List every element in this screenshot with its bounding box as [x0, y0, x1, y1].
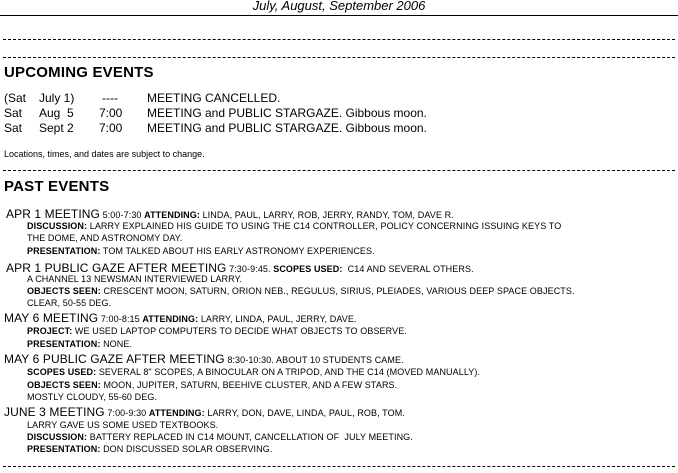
event-time: 5:00-7:30: [102, 210, 142, 220]
project-text: WE USED LAPTOP COMPUTERS TO DECIDE WHAT OBJECTS TO OBSERVE.: [74, 326, 407, 336]
newsletter-date-range: July, August, September 2006: [252, 0, 426, 13]
attending-list: LARRY, DON, DAVE, LINDA, PAUL, ROB, TOM.: [207, 408, 405, 418]
objects-label: OBJECTS SEEN:: [27, 380, 101, 390]
presentation-text: DON DISCUSSED SOLAR OBSERVING.: [103, 444, 273, 454]
presentation-text: NONE.: [103, 339, 133, 349]
discussion-label: DISCUSSION:: [27, 221, 88, 231]
event-day: (Sat: [4, 91, 27, 105]
event-detail-line: [27, 339, 132, 349]
event-detail-line: [27, 444, 272, 454]
weather-text: CLEAR, 50-55 DEG.: [27, 298, 112, 308]
event-detail-line: [27, 221, 561, 231]
event-description: MEETING and PUBLIC STARGAZE. Gibbous moon.: [147, 121, 427, 135]
event-description: MEETING and PUBLIC STARGAZE. Gibbous moon.: [147, 106, 427, 120]
past-event-jun3-meeting: [4, 405, 405, 419]
scopes-text: C14 AND SEVERAL OTHERS.: [345, 264, 474, 274]
objects-label: OBJECTS SEEN:: [27, 286, 101, 296]
event-time: 7:00: [99, 121, 123, 135]
event-description: MEETING CANCELLED.: [147, 91, 281, 105]
event-date: Sept 2: [39, 121, 74, 135]
event-date: July 1): [39, 91, 75, 105]
scopes-text: SEVERAL 8" SCOPES, A BINOCULAR ON A TRIPOD, AND THE C14 (MOVED MANUALLY).: [98, 367, 481, 377]
event-date: Aug 5: [39, 106, 74, 120]
discussion-text: LARRY EXPLAINED HIS GUIDE TO USING THE C14 CONTROLLER, POLICY CONCERNING ISSUING KEYS TO: [89, 221, 562, 231]
presentation-label: PRESENTATION:: [27, 339, 101, 349]
event-time: 7:00-8:15: [100, 314, 140, 324]
event-title: JUNE 3 MEETING: [4, 405, 105, 419]
scopes-label: SCOPES USED:: [273, 264, 343, 274]
presentation-label: PRESENTATION:: [27, 246, 101, 256]
divider: [3, 39, 675, 40]
event-detail-line: [27, 326, 407, 336]
event-time: ----: [102, 91, 118, 105]
past-event-may6-meeting: [4, 311, 357, 325]
objects-text: MOON, JUPITER, SATURN, BEEHIVE CLUSTER, AND A FEW STARS.: [103, 380, 398, 390]
attending-label: ATTENDING:: [142, 314, 199, 324]
event-time: 8:30-10:30. ABOUT 10 STUDENTS CAME.: [227, 355, 404, 365]
scopes-label: SCOPES USED:: [27, 367, 97, 377]
project-label: PROJECT:: [27, 326, 73, 336]
event-detail-line: [27, 367, 480, 377]
past-event-apr1-meeting: [6, 207, 454, 221]
event-detail-line: [27, 286, 575, 296]
event-detail-line: [27, 432, 413, 442]
event-title: MAY 6 PUBLIC GAZE AFTER MEETING: [4, 352, 225, 366]
attending-list: LINDA, PAUL, LARRY, ROB, JERRY, RANDY, TOM, DAVE R.: [202, 210, 454, 220]
event-detail-line: [27, 380, 397, 390]
upcoming-events-heading: UPCOMING EVENTS: [4, 64, 154, 81]
presentation-text: TOM TALKED ABOUT HIS EARLY ASTRONOMY EXPERIENCES.: [102, 246, 375, 256]
attending-list: LARRY, LINDA, PAUL, JERRY, DAVE.: [200, 314, 357, 324]
event-day: Sat: [4, 106, 23, 120]
discussion-text: BATTERY REPLACED IN C14 MOUNT, CANCELLATION OF JULY MEETING.: [89, 432, 413, 442]
divider: [3, 170, 675, 171]
past-event-may6-gaze: [4, 352, 404, 366]
weather-text: MOSTLY CLOUDY, 55-60 DEG.: [27, 392, 158, 402]
presentation-label: PRESENTATION:: [27, 444, 101, 454]
event-title: APR 1 MEETING: [6, 207, 100, 221]
past-event-apr1-gaze: [6, 261, 474, 275]
event-title: MAY 6 MEETING: [4, 311, 99, 325]
objects-text: CRESCENT MOON, SATURN, ORION NEB., REGULUS, SIRIUS, PLEIADES, VARIOUS DEEP SPACE OBJECTS.: [103, 286, 575, 296]
schedule-disclaimer: Locations, times, and dates are subject to change.: [4, 149, 205, 159]
discussion-label: DISCUSSION:: [27, 432, 88, 442]
attending-label: ATTENDING:: [144, 210, 200, 220]
divider: [3, 57, 675, 58]
attending-label: ATTENDING:: [148, 408, 205, 418]
event-time: 7:30-9:45.: [229, 264, 271, 274]
event-detail-line: LARRY GAVE US SOME USED TEXTBOOKS.: [27, 420, 219, 430]
event-detail-line: [27, 246, 375, 256]
event-time: 7:00-9:30: [107, 408, 147, 418]
event-title: APR 1 PUBLIC GAZE AFTER MEETING: [6, 261, 227, 275]
event-detail-line: A CHANNEL 13 NEWSMAN INTERVIEWED LARRY.: [27, 274, 243, 284]
divider: [3, 466, 675, 467]
past-events-heading: PAST EVENTS: [4, 178, 110, 195]
event-detail-line: THE DOME, AND ASTRONOMY DAY.: [27, 233, 183, 243]
event-day: Sat: [4, 121, 23, 135]
event-time: 7:00: [99, 106, 123, 120]
